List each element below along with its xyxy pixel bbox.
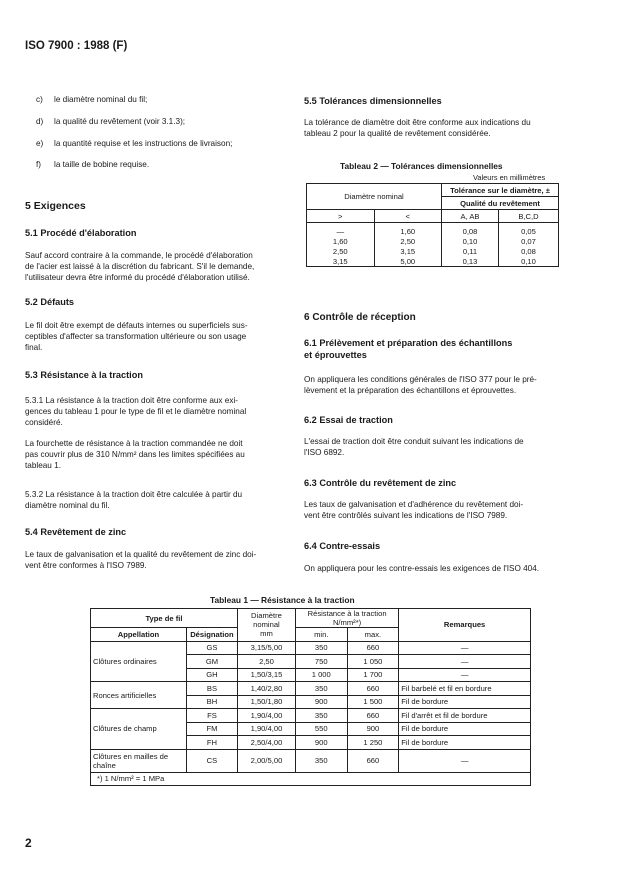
t1-header-type: Type de fil bbox=[91, 609, 238, 628]
list-text: la qualité du revêtement (voir 3.1.3); bbox=[54, 117, 186, 126]
section-5-3-2-text bbox=[25, 489, 287, 511]
table-cell: 5,00 bbox=[374, 256, 442, 267]
text-line: final. bbox=[25, 343, 43, 352]
t1-header-designation: Désignation bbox=[186, 628, 237, 642]
text-line: Le taux de galvanisation et la qualité du revêtement de zinc doi- bbox=[25, 550, 257, 559]
section-5-1-text bbox=[25, 250, 287, 283]
table-cell: 0,08 bbox=[442, 223, 499, 237]
text-line: Les taux de galvanisation et d'adhérence du revêtement doi- bbox=[304, 500, 524, 509]
table-cell: Fil de bordure bbox=[399, 722, 531, 736]
table-cell: 0,11 bbox=[442, 246, 499, 256]
section-5-heading: 5 Exigences bbox=[25, 200, 86, 212]
table-cell: — bbox=[399, 641, 531, 655]
section-5-3-1-text bbox=[25, 395, 287, 428]
table-cell: Fil barbelé et fil en bordure bbox=[399, 682, 531, 696]
table-cell: Fil de bordure bbox=[399, 695, 531, 709]
table-cell: 660 bbox=[347, 641, 399, 655]
text-line: 5.3.1 La résistance à la traction doit être conforme aux exi- bbox=[25, 396, 238, 405]
text-line: tableau 1. bbox=[25, 461, 61, 470]
t2-header-tolerance: Tolérance sur le diamètre, ± bbox=[442, 184, 559, 197]
table-row bbox=[91, 682, 531, 696]
table-cell: — bbox=[307, 223, 375, 237]
table-cell: FM bbox=[186, 722, 237, 736]
section-5-5-heading: 5.5 Tolérances dimensionnelles bbox=[304, 96, 442, 106]
table-cell: 0,10 bbox=[498, 256, 558, 267]
list-item bbox=[36, 139, 232, 148]
table-cell: 1,60 bbox=[374, 223, 442, 237]
t1-appellation-cell: Clôtures de champ bbox=[91, 709, 187, 750]
text-line: pas couvrir plus de 310 N/mm² dans les limites spécifiées au bbox=[25, 450, 245, 459]
table-cell: 2,50/4,00 bbox=[237, 736, 295, 750]
section-5-4-heading: 5.4 Revêtement de zinc bbox=[25, 527, 127, 537]
list-marker: c) bbox=[36, 95, 43, 104]
table-cell: 660 bbox=[347, 709, 399, 723]
table-cell: 1,50/1,80 bbox=[237, 695, 295, 709]
list-marker: d) bbox=[36, 117, 44, 126]
table-cell: 1 250 bbox=[347, 736, 399, 750]
table-cell: 1,60 bbox=[307, 236, 375, 246]
t1-header-min: min. bbox=[295, 628, 347, 642]
list-marker: f) bbox=[36, 160, 42, 169]
table-cell: 2,50 bbox=[374, 236, 442, 246]
section-5-2-text bbox=[25, 320, 287, 353]
section-5-2-heading: 5.2 Défauts bbox=[25, 297, 75, 307]
list-text: le diamètre nominal du fil; bbox=[54, 95, 148, 104]
table-cell: CS bbox=[186, 749, 237, 772]
text-line: diamètre nominal du fil. bbox=[25, 501, 110, 510]
text-line: Le fil doit être exempt de défauts internes ou superficiels sus- bbox=[25, 321, 248, 330]
text-line: Sauf accord contraire à la commande, le procédé d'élaboration bbox=[25, 251, 253, 260]
table-cell: BS bbox=[186, 682, 237, 696]
table-cell: BH bbox=[186, 695, 237, 709]
text-line: ceptibles d'affecter sa transformation ultérieure ou son usage bbox=[25, 332, 247, 341]
table-cell: FH bbox=[186, 736, 237, 750]
t2-header-diameter: Diamètre nominal bbox=[307, 184, 442, 210]
text-line: La fourchette de résistance à la traction commandée ne doit bbox=[25, 439, 243, 448]
table-cell: 1 700 bbox=[347, 668, 399, 682]
table-cell: 350 bbox=[295, 641, 347, 655]
table-cell: 1,40/2,80 bbox=[237, 682, 295, 696]
text-line: La tolérance de diamètre doit être conforme aux indications du bbox=[304, 118, 531, 127]
table-cell: 1 000 bbox=[295, 668, 347, 682]
table-cell: 550 bbox=[295, 722, 347, 736]
table-cell: 350 bbox=[295, 749, 347, 772]
t2-header-ab: A, AB bbox=[442, 210, 499, 223]
t2-header-bcd: B,C,D bbox=[498, 210, 558, 223]
table-cell: 1,90/4,00 bbox=[237, 709, 295, 723]
text-line: et éprouvettes bbox=[304, 350, 367, 360]
text-line: tableau 2 pour la qualité de revêtement considérée. bbox=[304, 129, 491, 138]
text-line: L'essai de traction doit être conduit suivant les indications de bbox=[304, 437, 524, 446]
table-cell: 900 bbox=[347, 722, 399, 736]
list-marker: e) bbox=[36, 139, 44, 148]
table-2-unit: Valeurs en millimètres bbox=[473, 173, 546, 182]
table-cell: — bbox=[399, 749, 531, 772]
text-line: lèvement et la préparation des échantillons et éprouvettes. bbox=[304, 386, 517, 395]
t1-header-resistance: Résistance à la traction N/mm²*) bbox=[295, 609, 398, 628]
table-cell: — bbox=[399, 668, 531, 682]
list-item bbox=[36, 95, 147, 104]
t2-header-lt: < bbox=[374, 210, 442, 223]
text-line: vent être conformes à l'ISO 7989. bbox=[25, 561, 147, 570]
section-5-4-text bbox=[25, 549, 287, 571]
table-cell: 1 500 bbox=[347, 695, 399, 709]
section-5-3-heading: 5.3 Résistance à la traction bbox=[25, 370, 143, 380]
section-6-4-heading: 6.4 Contre-essais bbox=[304, 541, 381, 551]
text-line: l'utilisateur devra être informé du procédé d'élaboration utilisé. bbox=[25, 273, 250, 282]
table-cell: GM bbox=[186, 655, 237, 669]
table-cell: 0,05 bbox=[498, 223, 558, 237]
table-row bbox=[91, 709, 531, 723]
section-6-1-text bbox=[304, 374, 569, 396]
t1-header-appellation: Appellation bbox=[91, 628, 187, 642]
text-line: gences du tableau 1 pour le type de fil et le diamètre nominal bbox=[25, 407, 247, 416]
t1-appellation-cell: Clôtures en mailles de chaîne bbox=[91, 749, 187, 772]
table-cell: 350 bbox=[295, 682, 347, 696]
text-line: On appliquera les conditions générales de l'ISO 377 pour le pré- bbox=[304, 375, 537, 384]
section-6-2-heading: 6.2 Essai de traction bbox=[304, 415, 393, 425]
text-line: l'ISO 6892. bbox=[304, 448, 345, 457]
table-cell: FS bbox=[186, 709, 237, 723]
t1-header-remarks: Remarques bbox=[399, 609, 531, 642]
table-row bbox=[307, 256, 559, 267]
section-6-3-text bbox=[304, 499, 569, 521]
text-line: 6.1 Prélèvement et préparation des échantillons bbox=[304, 338, 513, 348]
page-header: ISO 7900 : 1988 (F) bbox=[25, 40, 128, 52]
text-line: vent être contrôlés suivant les indications de l'ISO 7989. bbox=[304, 511, 508, 520]
list-text: la quantité requise et les instructions de livraison; bbox=[54, 139, 233, 148]
section-6-1-heading bbox=[304, 337, 569, 361]
table-cell: 1,90/4,00 bbox=[237, 722, 295, 736]
page-number: 2 bbox=[25, 836, 32, 850]
table-cell: 900 bbox=[295, 695, 347, 709]
table-cell: 2,50 bbox=[307, 246, 375, 256]
text-line: de l'acier est laissé à la discrétion du fabricant. S'il le demande, bbox=[25, 262, 255, 271]
table-row bbox=[91, 749, 531, 772]
list-item bbox=[36, 117, 185, 126]
text-line: considéré. bbox=[25, 418, 63, 427]
table-cell: 750 bbox=[295, 655, 347, 669]
table-cell: Fil d'arrêt et fil de bordure bbox=[399, 709, 531, 723]
list-item bbox=[36, 160, 149, 169]
table-cell: 0,08 bbox=[498, 246, 558, 256]
table-row bbox=[91, 641, 531, 655]
table-1 bbox=[90, 608, 531, 786]
table-cell: 660 bbox=[347, 682, 399, 696]
section-6-4-text bbox=[304, 563, 569, 574]
table-row bbox=[307, 223, 559, 237]
section-5-3-text bbox=[25, 438, 287, 471]
table-cell: 3,15 bbox=[307, 256, 375, 267]
t1-header-max: max. bbox=[347, 628, 399, 642]
table-cell: — bbox=[399, 655, 531, 669]
table-2-title: Tableau 2 — Tolérances dimensionnelles bbox=[340, 161, 503, 171]
section-5-5-text bbox=[304, 117, 569, 139]
t2-header-quality: Qualité du revêtement bbox=[442, 197, 559, 210]
section-6-heading: 6 Contrôle de réception bbox=[304, 312, 416, 323]
section-5-1-heading: 5.1 Procédé d'élaboration bbox=[25, 228, 137, 238]
table-cell: 900 bbox=[295, 736, 347, 750]
table-cell: 2,50 bbox=[237, 655, 295, 669]
table-cell: 0,07 bbox=[498, 236, 558, 246]
table-cell: 1,50/3,15 bbox=[237, 668, 295, 682]
section-6-3-heading: 6.3 Contrôle du revêtement de zinc bbox=[304, 478, 457, 488]
table-row bbox=[307, 246, 559, 256]
table-1-title: Tableau 1 — Résistance à la traction bbox=[210, 595, 355, 605]
t1-header-diameter: Diamètre nominal mm bbox=[237, 609, 295, 642]
table-cell: 3,15 bbox=[374, 246, 442, 256]
text-line: 5.3.2 La résistance à la traction doit être calculée à partir du bbox=[25, 490, 243, 499]
table-cell: 350 bbox=[295, 709, 347, 723]
table-2 bbox=[306, 183, 559, 267]
table-cell: 2,00/5,00 bbox=[237, 749, 295, 772]
list-text: la taille de bobine requise. bbox=[54, 160, 150, 169]
t1-appellation-cell: Ronces artificielles bbox=[91, 682, 187, 709]
t1-footnote: *) 1 N/mm² = 1 MPa bbox=[91, 772, 531, 786]
table-cell: 3,15/5,00 bbox=[237, 641, 295, 655]
table-cell: 0,13 bbox=[442, 256, 499, 267]
table-cell: 1 050 bbox=[347, 655, 399, 669]
table-cell: 660 bbox=[347, 749, 399, 772]
section-6-2-text bbox=[304, 436, 569, 458]
table-cell: 0,10 bbox=[442, 236, 499, 246]
table-row bbox=[307, 236, 559, 246]
t2-header-gt: > bbox=[307, 210, 375, 223]
table-cell: Fil de bordure bbox=[399, 736, 531, 750]
table-cell: GH bbox=[186, 668, 237, 682]
text-line: On appliquera pour les contre-essais les exigences de l'ISO 404. bbox=[304, 564, 540, 573]
table-cell: GS bbox=[186, 641, 237, 655]
t1-appellation-cell: Clôtures ordinaires bbox=[91, 641, 187, 682]
